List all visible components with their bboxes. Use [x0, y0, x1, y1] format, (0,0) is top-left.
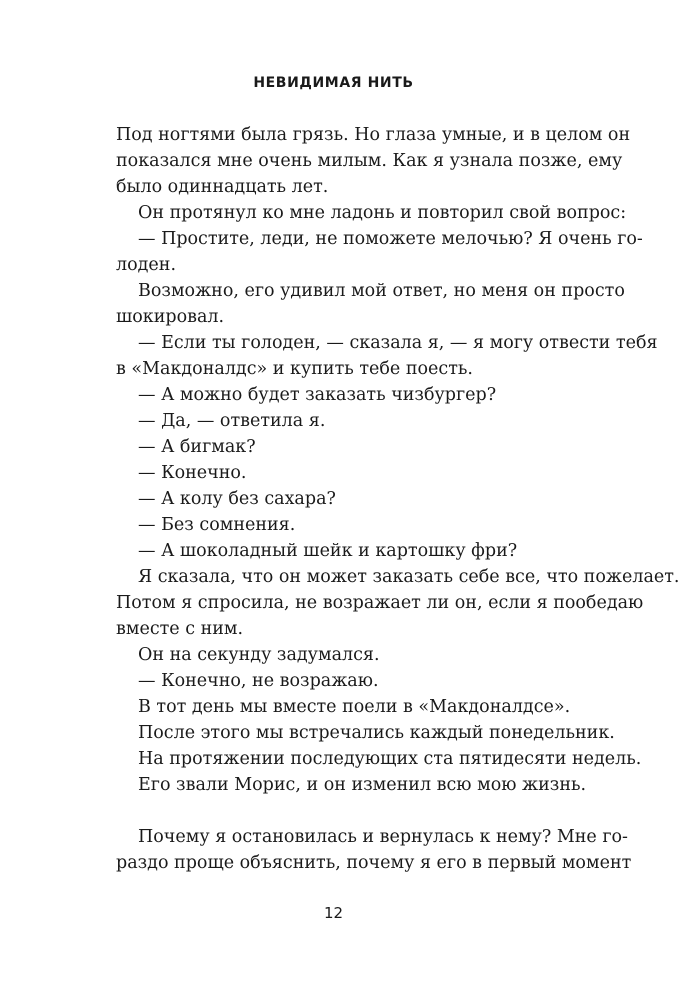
dialogue-line: — Без сомнения.: [138, 515, 296, 535]
dialogue-line: в «Макдоналдс» и купить тебе поесть.: [116, 359, 473, 379]
paragraph-line: Он протянул ко мне ладонь и повторил свой вопрос:: [138, 203, 627, 223]
paragraph-line: Его звали Морис, и он изменил всю мою жизнь.: [138, 775, 587, 795]
dialogue-line: — Конечно.: [138, 463, 247, 483]
paragraph-line: раздо проще объяснить, почему я его в первый момент: [116, 853, 632, 873]
page-number: 12: [323, 904, 344, 922]
paragraph-line: было одиннадцать лет.: [116, 177, 329, 197]
dialogue-line: — А можно будет заказать чизбургер?: [138, 385, 497, 405]
paragraph-line: Я сказала, что он может заказать себе все, что пожелает.: [138, 567, 679, 587]
paragraph-line: На протяжении последующих ста пятидесяти недель.: [138, 749, 642, 769]
section-break: [116, 798, 610, 824]
paragraph-line: шокировал.: [116, 307, 225, 327]
body-text: [116, 122, 679, 876]
dialogue-line: — Да, — ответила я.: [138, 411, 326, 431]
paragraph-line: Возможно, его удивил мой ответ, но меня он просто: [138, 281, 625, 301]
paragraph-line: В тот день мы вместе поели в «Макдоналдсе».: [138, 697, 571, 717]
paragraph-line: вместе с ним.: [116, 619, 244, 639]
paragraph-line: Он на секунду задумался.: [138, 645, 380, 665]
paragraph-line: Почему я остановилась и вернулась к нему? Мне го-: [138, 827, 628, 847]
paragraph-line: показался мне очень милым. Как я узнала позже, ему: [116, 151, 623, 171]
paragraph-line: После этого мы встречались каждый понедельник.: [138, 723, 615, 743]
dialogue-line: — А шоколадный шейк и картошку фри?: [138, 541, 518, 561]
dialogue-line: — А колу без сахара?: [138, 489, 336, 509]
dialogue-line: — Если ты голоден, — сказала я, — я могу отвести тебя: [138, 333, 658, 353]
dialogue-line: — Простите, леди, не поможете мелочью? Я очень го-: [138, 229, 643, 249]
paragraph-line: Потом я спросила, не возражает ли он, если я пообедаю: [116, 593, 644, 613]
dialogue-line: лоден.: [116, 255, 177, 275]
paragraph-line: Под ногтями была грязь. Но глаза умные, и в целом он: [116, 125, 631, 145]
dialogue-line: — Конечно, не возражаю.: [138, 671, 379, 691]
dialogue-line: — А бигмак?: [138, 437, 256, 457]
running-head-title: НЕВИДИМАЯ НИТЬ: [253, 75, 414, 91]
